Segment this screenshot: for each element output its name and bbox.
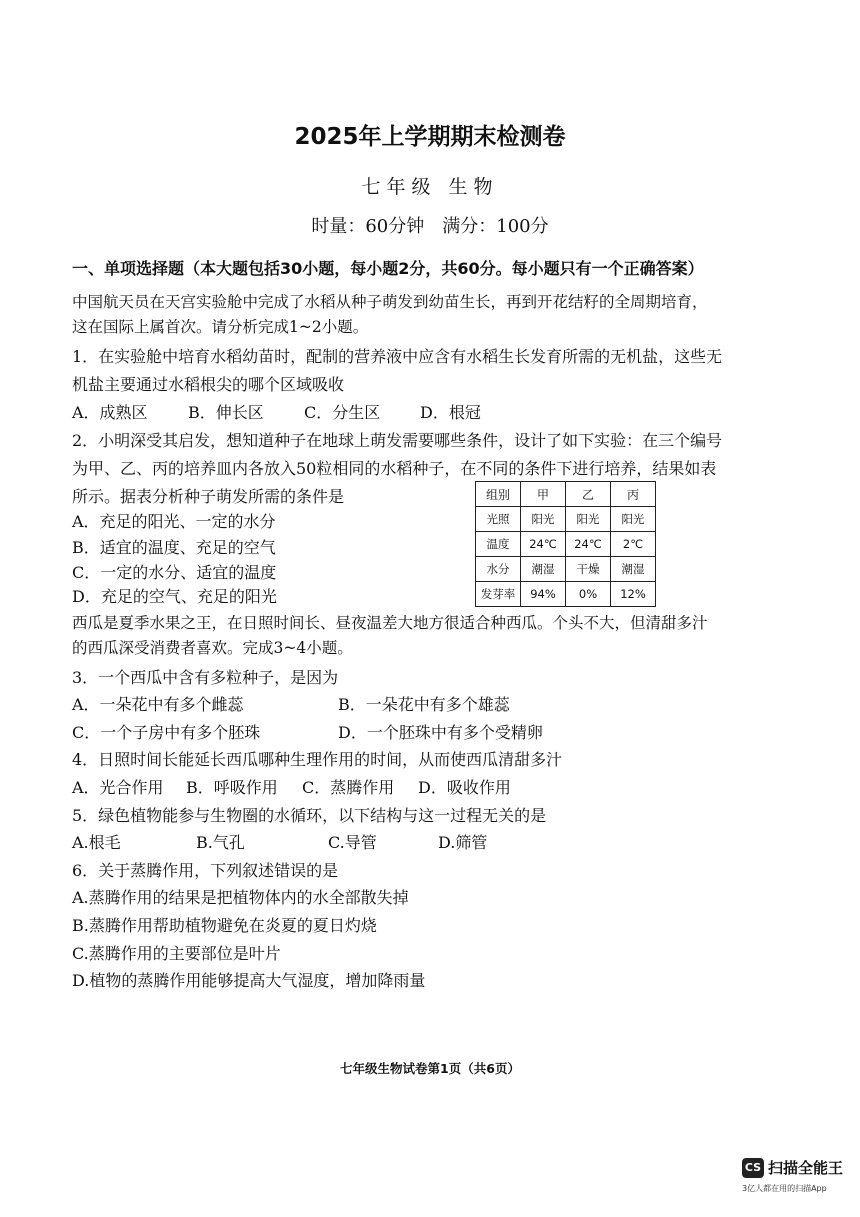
table-row [476,557,656,582]
table-header-cell: 组别 [476,482,521,507]
intro-paragraph-2-line-2: 的西瓜深受消费者喜欢。完成3~4小题。 [72,639,353,657]
table-cell: 水分 [476,557,521,582]
question-1-option-d: D．根冠 [420,403,481,422]
question-2-stem-line-3: 所示。据表分析种子萌发所需的条件是 [72,487,345,506]
question-4-option-b: B．呼吸作用 [186,778,278,797]
question-6-option-d: D.植物的蒸腾作用能够提高大气湿度，增加降雨量 [72,971,426,990]
table-cell: 12% [611,582,656,607]
table-cell: 光照 [476,507,521,532]
question-5-option-a: A.根毛 [72,833,121,852]
question-1-option-b: B．伸长区 [188,403,264,422]
question-5-option-b: B.气孔 [196,833,245,852]
question-5-option-d: D.筛管 [438,833,488,852]
camscanner-logo-icon: CS [742,1158,764,1178]
page-footer: 七年级生物试卷第1页（共6页） [340,1061,520,1076]
question-5-stem: 5．绿色植物能参与生物圈的水循环，以下结构与这一过程无关的是 [72,806,547,825]
exam-subtitle: 七年级 生物 [361,176,499,198]
question-4-stem: 4．日照时间长能延长西瓜哪种生理作用的时间，从而使西瓜清甜多汁 [72,750,563,769]
question-2-stem-line-1: 2．小明深受其启发，想知道种子在地球上萌发需要哪些条件，设计了如下实验：在三个编号 [72,431,723,450]
question-3-option-b: B．一朵花中有多个雄蕊 [338,695,510,714]
question-4-option-d: D．吸收作用 [418,778,511,797]
table-cell: 阳光 [611,507,656,532]
question-1-options [72,400,481,423]
intro-paragraph-1-line-1: 中国航天员在天宫实验舱中完成了水稻从种子萌发到幼苗生长，再到开花结籽的全周期培育， [72,293,708,311]
question-2-option-a: A．充足的阳光、一定的水分 [72,512,276,531]
intro-paragraph-1-line-2: 这在国际上属首次。请分析完成1~2小题。 [72,318,369,336]
question-5-options [72,830,487,853]
question-6-option-b: B.蒸腾作用帮助植物避免在炎夏的夏日灼烧 [72,916,377,935]
scanner-watermark [742,1157,843,1178]
question-3-option-c: C．一个子房中有多个胚珠 [72,723,261,742]
section-heading: 一、单项选择题（本大题包括30小题，每小题2分，共60分。每小题只有一个正确答案） [72,259,704,278]
question-2-stem-line-2: 为甲、乙、丙的培养皿内各放入50粒相同的水稻种子，在不同的条件下进行培养，结果如表 [72,459,717,478]
watermark-app-name: 扫描全能王 [768,1159,844,1177]
table-cell: 发芽率 [476,582,521,607]
table-header-cell: 丙 [611,482,656,507]
question-6-stem: 6．关于蒸腾作用，下列叙述错误的是 [72,861,339,880]
table-row [476,507,656,532]
question-2-option-c: C．一定的水分、适宜的温度 [72,563,277,582]
intro-paragraph-2-line-1: 西瓜是夏季水果之王，在日照时间长、昼夜温差大地方很适合种西瓜。个头不大，但清甜多汁 [72,614,708,632]
table-header-cell: 乙 [566,482,611,507]
exam-meta: 时量：60分钟 满分：100分 [311,216,549,237]
question-3-stem: 3．一个西瓜中含有多粒种子，是因为 [72,668,339,687]
table-cell: 干燥 [566,557,611,582]
table-row [476,532,656,557]
question-6-option-a: A.蒸腾作用的结果是把植物体内的水全部散失掉 [72,888,409,907]
table-cell: 24℃ [521,532,566,557]
question-1-option-a: A．成熟区 [72,403,148,422]
table-row [476,582,656,607]
question-1-stem-line-2: 机盐主要通过水稻根尖的哪个区域吸收 [72,375,345,394]
question-4-option-c: C．蒸腾作用 [302,778,395,797]
table-cell: 潮湿 [611,557,656,582]
question-1-option-c: C．分生区 [304,403,381,422]
question-5-option-c: C.导管 [328,833,377,852]
table-cell: 潮湿 [521,557,566,582]
exam-title: 2025年上学期期末检测卷 [294,124,566,150]
question-3-option-a: A．一朵花中有多个雌蕊 [72,695,244,714]
table-cell: 2℃ [611,532,656,557]
table-header-row [476,482,656,507]
germination-results-table [475,481,656,607]
question-2-option-b: B．适宜的温度、充足的空气 [72,538,276,557]
table-cell: 阳光 [566,507,611,532]
question-4-options [72,775,511,798]
table-cell: 阳光 [521,507,566,532]
question-6-option-c: C.蒸腾作用的主要部位是叶片 [72,944,281,963]
question-2-option-d: D．充足的空气、充足的阳光 [72,587,277,606]
table-cell: 24℃ [566,532,611,557]
question-4-option-a: A．光合作用 [72,778,164,797]
question-1-stem-line-1: 1．在实验舱中培育水稻幼苗时，配制的营养液中应含有水稻生长发育所需的无机盐，这些无 [72,347,723,366]
table-header-cell: 甲 [521,482,566,507]
table-cell: 温度 [476,532,521,557]
table-cell: 94% [521,582,566,607]
table-cell: 0% [566,582,611,607]
watermark-tagline: 3亿人都在用的扫描App [742,1184,827,1193]
question-3-option-d: D．一个胚珠中有多个受精卵 [338,723,543,742]
